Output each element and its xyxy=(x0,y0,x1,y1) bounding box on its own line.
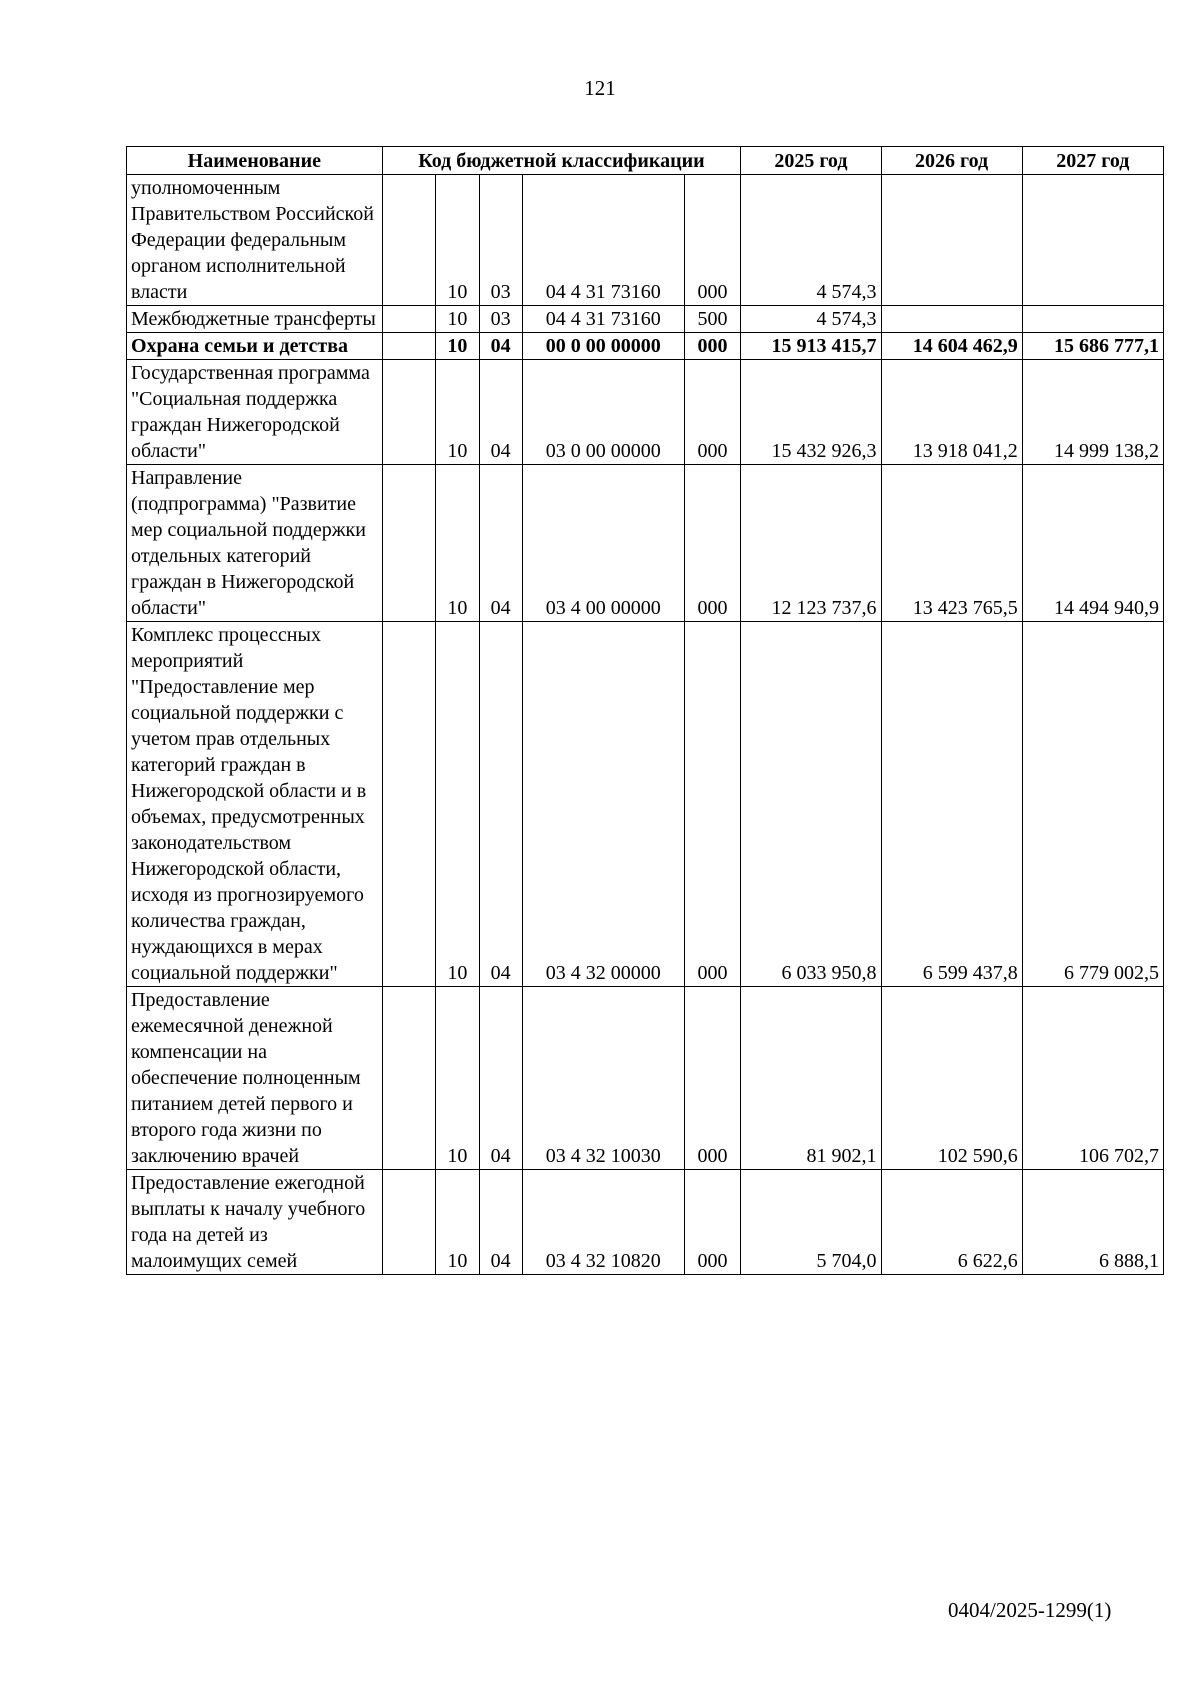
row-empty-code xyxy=(382,333,436,360)
header-name: Наименование xyxy=(127,147,383,175)
row-2027: 14 494 940,9 xyxy=(1022,465,1163,622)
table-row xyxy=(127,306,1164,333)
row-2027: 6 779 002,5 xyxy=(1022,622,1163,987)
table-row xyxy=(127,175,1164,306)
row-kind: 000 xyxy=(684,360,741,465)
row-2026: 13 423 765,5 xyxy=(881,465,1022,622)
row-subsection: 04 xyxy=(479,1170,522,1275)
row-kind: 000 xyxy=(684,333,741,360)
row-name: Охрана семьи и детства xyxy=(127,333,383,360)
row-empty-code xyxy=(382,465,436,622)
row-empty-code xyxy=(382,306,436,333)
row-name: уполномоченным Правительством Российской Федерации федеральным органом исполнительной власти xyxy=(127,175,383,306)
row-2025: 4 574,3 xyxy=(741,306,881,333)
row-subsection: 04 xyxy=(479,987,522,1170)
row-section: 10 xyxy=(436,175,479,306)
row-empty-code xyxy=(382,175,436,306)
row-name: Предоставление ежемесячной денежной компенсации на обеспечение полноценным питанием детей первого и второго года жизни по заключению врачей xyxy=(127,987,383,1170)
table-row xyxy=(127,1170,1164,1275)
table-row xyxy=(127,622,1164,987)
row-target: 03 4 32 10820 xyxy=(522,1170,684,1275)
row-2027 xyxy=(1022,306,1163,333)
table-header-row xyxy=(127,147,1164,175)
row-2025: 81 902,1 xyxy=(741,987,881,1170)
row-section: 10 xyxy=(436,987,479,1170)
row-2026: 102 590,6 xyxy=(881,987,1022,1170)
row-empty-code xyxy=(382,1170,436,1275)
row-kind: 000 xyxy=(684,1170,741,1275)
row-empty-code xyxy=(382,622,436,987)
header-code: Код бюджетной классификации xyxy=(382,147,741,175)
header-2025: 2025 год xyxy=(741,147,881,175)
row-section: 10 xyxy=(436,360,479,465)
page-number: 121 xyxy=(584,76,616,100)
row-2026: 6 599 437,8 xyxy=(881,622,1022,987)
row-section: 10 xyxy=(436,622,479,987)
row-2026: 14 604 462,9 xyxy=(881,333,1022,360)
row-2025: 15 913 415,7 xyxy=(741,333,881,360)
row-target: 03 4 32 10030 xyxy=(522,987,684,1170)
row-target: 03 0 00 00000 xyxy=(522,360,684,465)
row-name: Комплекс процессных мероприятий "Предоставление мер социальной поддержки с учетом прав отдельных категорий граждан в Нижегородской области и в объемах, предусмотренных законодательством Нижегородской области, исходя из прогнозируемого количества граждан, нуждающихся в мерах социальной поддержки" xyxy=(127,622,383,987)
row-name: Государственная программа "Социальная поддержка граждан Нижегородской области" xyxy=(127,360,383,465)
row-subsection: 04 xyxy=(479,622,522,987)
table-row xyxy=(127,360,1164,465)
row-kind: 000 xyxy=(684,175,741,306)
row-2027 xyxy=(1022,175,1163,306)
row-subsection: 04 xyxy=(479,333,522,360)
row-2027: 106 702,7 xyxy=(1022,987,1163,1170)
row-name: Направление (подпрограмма) "Развитие мер социальной поддержки отдельных категорий граждан в Нижегородской области" xyxy=(127,465,383,622)
row-kind: 500 xyxy=(684,306,741,333)
table-row xyxy=(127,987,1164,1170)
table-row xyxy=(127,333,1164,360)
budget-table xyxy=(126,146,1164,1275)
row-subsection: 04 xyxy=(479,360,522,465)
row-2026: 6 622,6 xyxy=(881,1170,1022,1275)
header-2027: 2027 год xyxy=(1022,147,1163,175)
row-2025: 5 704,0 xyxy=(741,1170,881,1275)
table-row xyxy=(127,465,1164,622)
row-subsection: 04 xyxy=(479,465,522,622)
row-kind: 000 xyxy=(684,622,741,987)
row-section: 10 xyxy=(436,306,479,333)
row-2025: 6 033 950,8 xyxy=(741,622,881,987)
row-target: 04 4 31 73160 xyxy=(522,175,684,306)
row-2027: 6 888,1 xyxy=(1022,1170,1163,1275)
row-2027: 15 686 777,1 xyxy=(1022,333,1163,360)
row-section: 10 xyxy=(436,465,479,622)
row-2025: 12 123 737,6 xyxy=(741,465,881,622)
row-kind: 000 xyxy=(684,465,741,622)
row-empty-code xyxy=(382,987,436,1170)
header-2026: 2026 год xyxy=(881,147,1022,175)
row-2027: 14 999 138,2 xyxy=(1022,360,1163,465)
row-2026: 13 918 041,2 xyxy=(881,360,1022,465)
row-empty-code xyxy=(382,360,436,465)
row-section: 10 xyxy=(436,333,479,360)
row-target: 03 4 32 00000 xyxy=(522,622,684,987)
row-subsection: 03 xyxy=(479,175,522,306)
row-kind: 000 xyxy=(684,987,741,1170)
document-code: 0404/2025-1299(1) xyxy=(948,1598,1112,1622)
row-2025: 4 574,3 xyxy=(741,175,881,306)
row-subsection: 03 xyxy=(479,306,522,333)
row-section: 10 xyxy=(436,1170,479,1275)
row-name: Межбюджетные трансферты xyxy=(127,306,383,333)
row-2026 xyxy=(881,175,1022,306)
row-target: 00 0 00 00000 xyxy=(522,333,684,360)
row-target: 03 4 00 00000 xyxy=(522,465,684,622)
row-name: Предоставление ежегодной выплаты к началу учебного года на детей из малоимущих семей xyxy=(127,1170,383,1275)
row-2026 xyxy=(881,306,1022,333)
row-target: 04 4 31 73160 xyxy=(522,306,684,333)
row-2025: 15 432 926,3 xyxy=(741,360,881,465)
